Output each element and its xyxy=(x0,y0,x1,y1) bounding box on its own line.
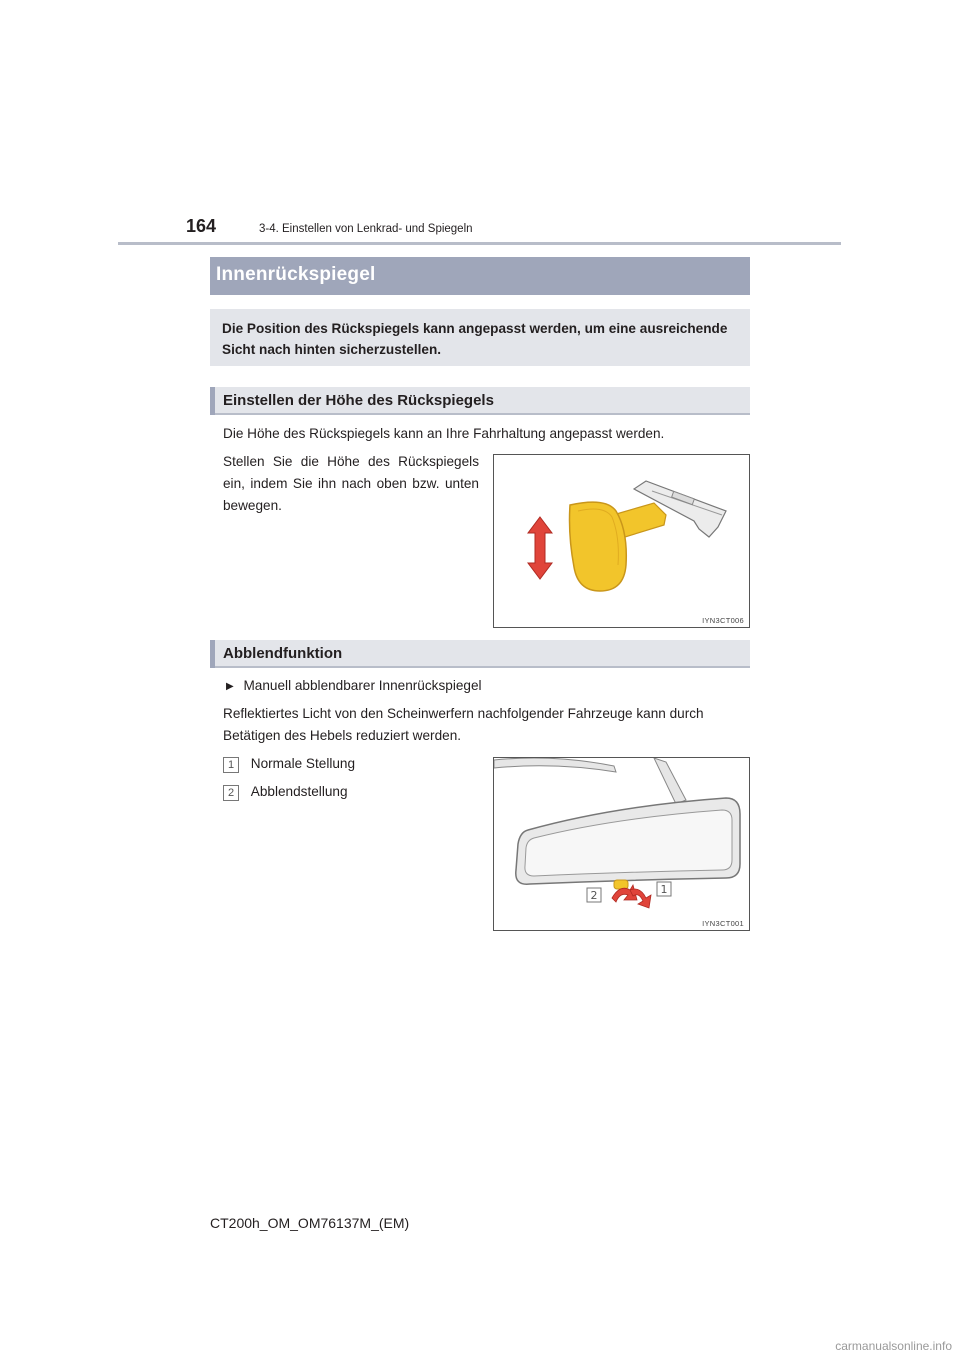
figure-mirror-dimming xyxy=(493,757,750,931)
running-head: 3-4. Einstellen von Lenkrad- und Spiegeln xyxy=(259,223,473,235)
callout-2: 2 xyxy=(590,889,598,902)
section-heading-label: Abblendfunktion xyxy=(223,645,343,662)
page-title: Innenrückspiegel xyxy=(216,264,376,285)
number-badge: 1 xyxy=(223,757,239,773)
number-badge: 2 xyxy=(223,785,239,801)
list-item-label: Abblendstellung xyxy=(250,784,348,799)
section-heading-height xyxy=(210,387,750,415)
mirror-dimming-illustration xyxy=(494,758,749,930)
title-bar xyxy=(210,257,750,295)
footer-doc-code: CT200h_OM_OM76137M_(EM) xyxy=(210,1215,410,1231)
section-heading-dimming xyxy=(210,640,750,668)
height-intro-text: Die Höhe des Rückspiegels kann an Ihre Fahrhaltung angepasst werden. xyxy=(223,426,665,441)
bullet-item xyxy=(226,675,746,698)
header-rule xyxy=(118,242,841,245)
list-item-label: Normale Stellung xyxy=(250,756,356,771)
dimming-text: Reflektiertes Licht von den Scheinwerfern nachfolgender Fahrzeuge kann durch Betätigen des Hebels reduziert werden. xyxy=(223,706,704,743)
triangle-bullet-icon: ▶ xyxy=(226,681,234,692)
watermark: carmanualsonline.info xyxy=(835,1339,952,1353)
intro-box xyxy=(210,309,750,366)
callout-1: 1 xyxy=(660,883,668,896)
figure-code: IYN3CT006 xyxy=(702,616,744,625)
bullet-text: Manuell abblendbarer Innenrückspiegel xyxy=(243,678,482,693)
mirror-height-illustration xyxy=(494,455,749,627)
intro-text: Die Position des Rückspiegels kann angepasst werden, um eine ausreichende Sicht nach hinten sicherzustellen. xyxy=(222,321,728,357)
list-item xyxy=(223,781,348,803)
page-number: 164 xyxy=(186,216,217,236)
figure-mirror-height xyxy=(493,454,750,628)
list-item xyxy=(223,753,355,775)
height-instruction-text: Stellen Sie die Höhe des Rückspiegels ein, indem Sie ihn nach oben bzw. unten bewegen. xyxy=(223,454,479,513)
section-heading-label: Einstellen der Höhe des Rückspiegels xyxy=(223,392,494,409)
figure-code: IYN3CT001 xyxy=(702,919,744,928)
